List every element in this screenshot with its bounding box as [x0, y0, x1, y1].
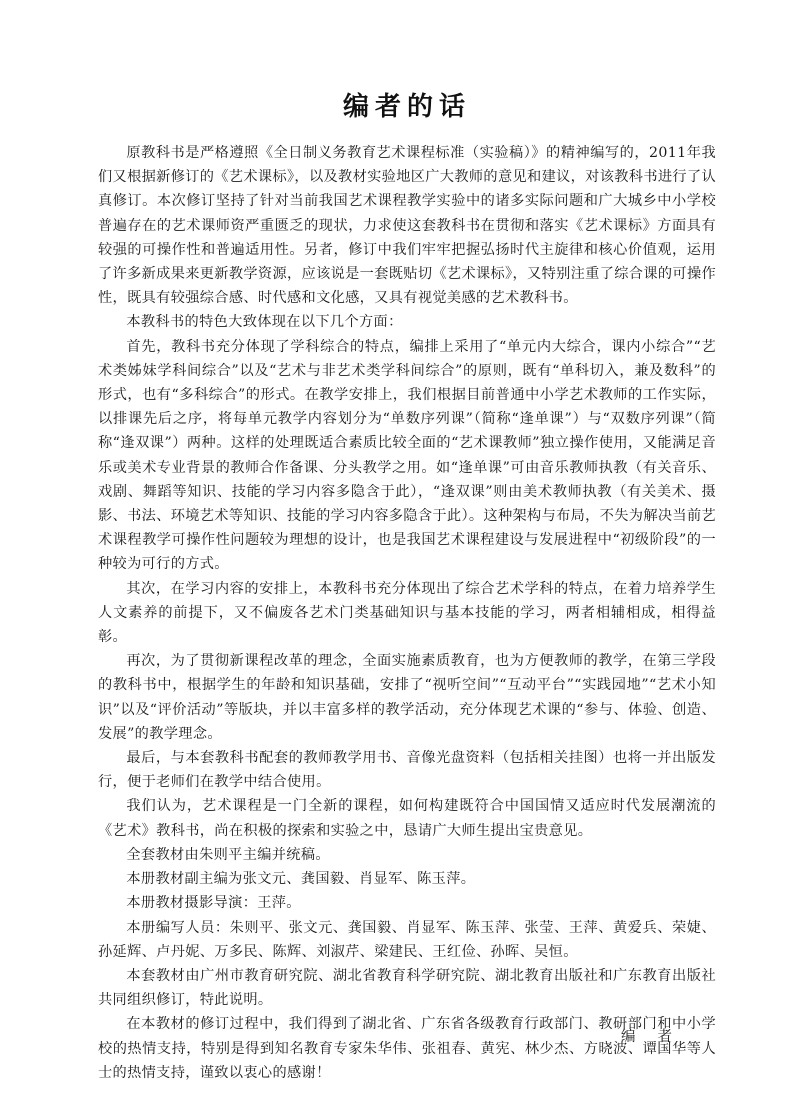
paragraph-deputy-editors: 本册教材副主编为张文元、龚国毅、肖显军、陈玉萍。: [126, 871, 476, 888]
paragraph-writers: 本册编写人员：朱则平、张文元、龚国毅、肖显军、陈玉萍、张莹、王萍、黄爱兵、荣婕、孙延辉、卢丹妮、万多民、陈辉、刘淑芹、梁建民、王红俭、孙晖、吴恒。: [98, 919, 716, 960]
paragraph-request: 我们认为，艺术课程是一门全新的课程，如何构建既符合中国国情又适应时代发展潮流的《艺术》教科书，尚在积极的探索和实验之中，恳请广大师生提出宝贵意见。: [98, 798, 716, 839]
paragraph-organizers: 本套教材由广州市教育研究院、湖北省教育科学研究院、湖北教育出版社和广东教育出版社共同组织修订，特此说明。: [98, 967, 716, 1009]
paragraph-first: 首先，教科书充分体现了学科综合的特点，编排上采用了“单元内大综合，课内小综合”“艺术类姊妹学科间综合”以及“艺术与非艺术类学科间综合”的原则，既有“单科切入，兼及数科”的形式，也有“多科综合”的形式。在教学安排上，我们根据目前普通中小学艺术教师的工作实际，以排课先后之序，将每单元教学内容划分为“单数序列课”（简称“逢单课”）与“双数序列课”（简称“逢双课”）两种。这样的处理既适合素质比较全面的“艺术课教师”独立操作使用，又能满足音乐或美术专业背景的教师合作备课、分头教学之用。如“逢单课”可由音乐教师执教（有关音乐、戏剧、舞蹈等知识、技能的学习内容多隐含于此），“逢双课”则由美术教师执教（有关美术、摄影、书法、环境艺术等知识、技能的学习内容多隐含于此）。这种架构与布局，不失为解决当前艺术课程教学可操作性问题较为理想的设计，也是我国艺术课程建设与发展进程中“初级阶段”的一种较为可行的方式。: [98, 338, 717, 573]
paragraph-intro: 原教科书是严格遵照《全日制义务教育艺术课程标准（实验稿）》的精神编写的，2011年我们又根据新修订的《艺术课标》，以及教材实验地区广大教师的意见和建议，对该教科书进行了认真修订。本次修订坚持了针对当前我国艺术课程教学实验中的诸多实际问题和广大城乡中小学校普遍存在的艺术课师资严重匮乏的现状，力求使这套教科书在贯彻和落实《艺术课标》方面具有较强的可操作性和普遍适用性。另者，修订中我们牢牢把握弘扬时代主旋律和核心价值观，运用了许多新成果来更新教学资源，应该说是一套既贴切《艺术课标》，又特别注重了综合课的可操作性，既具有较强综合感、时代感和文化感，又具有视觉美感的艺术教科书。: [98, 145, 717, 307]
paragraph-chief-editor: 全套教材由朱则平主编并统稿。: [126, 846, 330, 863]
page-title: 编者的话: [342, 92, 471, 122]
body-text: [98, 141, 716, 1085]
paragraph-photography: 本册教材摄影导演：王萍。: [126, 895, 301, 912]
paragraph-second: 其次，在学习内容的安排上，本教科书充分体现出了综合艺术学科的特点，在着力培养学生人文素养的前提下，又不偏废各艺术门类基础知识与基本技能的学习，两者相辅相成，相得益彰。: [98, 580, 716, 646]
paragraph-thanks: 在本教材的修订过程中，我们得到了湖北省、广东省各级教育行政部门、教研部门和中小学校的热情支持，特别是得到知名教育专家朱华伟、张祖春、黄宪、林少杰、方晓波、谭国华等人士的热情支持，谨致以衷心的感谢！: [98, 1016, 716, 1081]
signature: 编者: [621, 1029, 694, 1045]
paragraph-third: 再次，为了贯彻新课程改革的理念，全面实施素质教育，也为方便教师的教学，在第三学段的教科书中，根据学生的年龄和知识基础，安排了“视听空间”“互动平台”“实践园地”“艺术小知识”以及“评价活动”等版块，并以丰富多样的教学活动，充分体现艺术课的“参与、体验、创造、发展”的教学理念。: [98, 653, 716, 742]
document-page: [98, 0, 716, 1114]
paragraph-features-lead: 本教科书的特色大致体现在以下几个方面：: [126, 314, 403, 331]
paragraph-last: 最后，与本套教科书配套的教师教学用书、音像光盘资料（包括相关挂图）也将一并出版发行，便于老师们在教学中结合使用。: [98, 750, 716, 791]
